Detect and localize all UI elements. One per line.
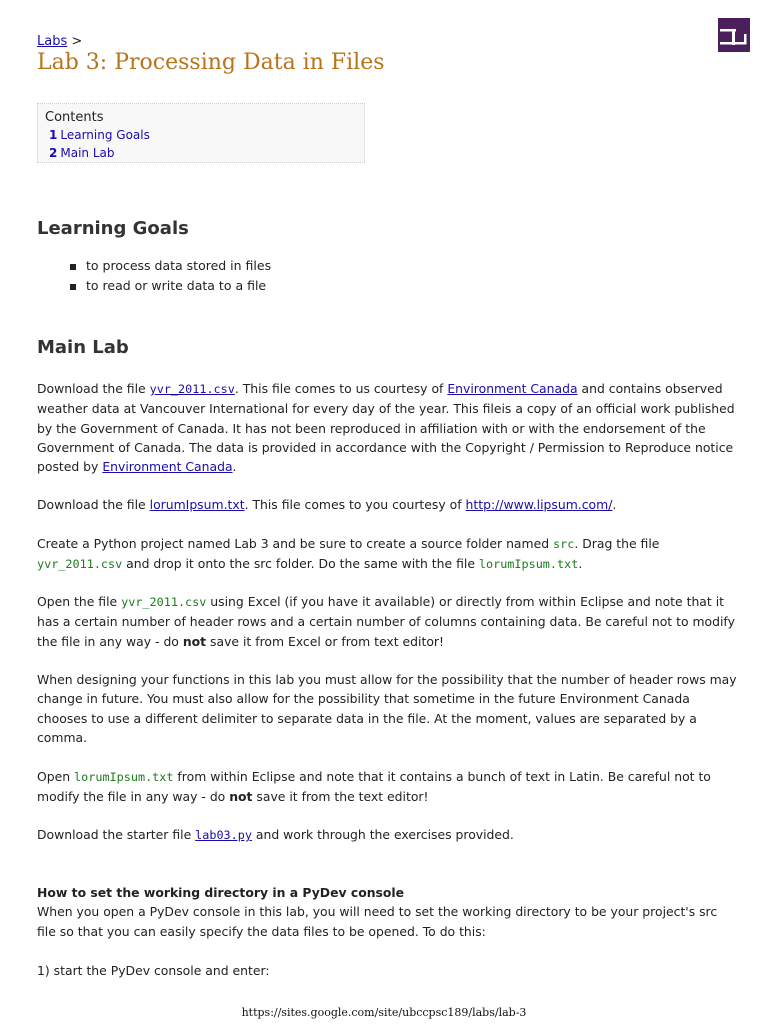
text: Download the starter file — [37, 827, 196, 842]
emphasis-not: not — [182, 633, 207, 649]
text: and contains observed weather data at Vancouver International for every day of the year. This fileis a copy of an official work published by the Government of Canada. It has not been reproduced in affiliation with or with the endorsement of the Government of Canada. The data is provided in accordance with the Copyright / Permission to Reproduce notice posted by — [37, 381, 735, 475]
paragraph-pydev — [37, 883, 737, 941]
subheading-pydev: How to set the working directory in a PyDev console — [37, 885, 405, 900]
site-logo-icon[interactable] — [718, 18, 750, 52]
text: . This file comes to you courtesy of — [244, 497, 466, 512]
text: . — [612, 497, 617, 512]
code-yvr-csv: yvr_2011.csv — [37, 557, 123, 572]
paragraph-open-lorem — [37, 767, 737, 807]
paragraph-download-lorem — [37, 495, 737, 514]
paragraph-starter-file — [37, 825, 737, 845]
code-lorum-ipsum: lorumIpsum.txt — [478, 557, 579, 572]
footer-url: https://sites.google.com/site/ubccpsc189/labs/lab-3 — [241, 1006, 527, 1019]
section-heading-learning-goals: Learning Goals — [37, 218, 189, 239]
code-lorum-ipsum: lorumIpsum.txt — [74, 770, 174, 784]
breadcrumb — [37, 34, 82, 49]
link-lipsum-site[interactable]: http://www.lipsum.com/ — [465, 497, 613, 512]
text: save it from Excel or from text editor! — [206, 633, 444, 649]
text: Download the file — [37, 381, 150, 396]
code-yvr-csv: yvr_2011.csv — [121, 595, 207, 609]
link-yvr-csv[interactable]: yvr_2011.csv — [149, 382, 235, 396]
list-item: to process data stored in files — [37, 256, 271, 276]
toc-item-learning-goals[interactable] — [45, 126, 357, 144]
link-environment-canada-2[interactable]: Environment Canada — [102, 459, 233, 475]
paragraph-create-project — [37, 534, 737, 575]
section-heading-main-lab: Main Lab — [37, 337, 129, 358]
page-title: Lab 3: Processing Data in Files — [37, 50, 385, 75]
paragraph-step-1: 1) start the PyDev console and enter: — [37, 963, 270, 978]
text: from within Eclipse and note that it contains a bunch of text in Latin. Be careful not to modify the file in any way - do — [37, 769, 711, 805]
list-item: to read or write data to a file — [37, 276, 271, 296]
text: . — [232, 459, 237, 475]
toc-heading: Contents — [45, 110, 104, 125]
toc-link-main-lab[interactable]: Main Lab — [60, 146, 115, 160]
text: Create a Python project named Lab 3 and be sure to create a source folder named — [37, 536, 554, 551]
text: and work through the exercises provided. — [251, 827, 514, 842]
toc-item-main-lab[interactable] — [45, 144, 357, 162]
text: using Excel (if you have it available) or directly from within Eclipse and note that it has a certain number of header rows and a certain number of columns containing data. Be careful not to modify the file in any way - do — [37, 594, 735, 649]
paragraph-open-csv — [37, 592, 737, 651]
table-of-contents — [37, 103, 365, 163]
text: When you open a PyDev console in this lab, you will need to set the working directory to be your project's src file so that you can easily specify the data files to be opened. To do this: — [37, 904, 718, 939]
link-lorum-ipsum[interactable]: lorumIpsum.txt — [149, 497, 245, 512]
code-src: src — [553, 537, 575, 551]
paragraph-download-csv — [37, 379, 737, 476]
link-lab03-py[interactable]: lab03.py — [195, 828, 252, 842]
text: save it from the text editor! — [252, 789, 429, 805]
text: Open — [37, 769, 75, 784]
link-environment-canada[interactable]: Environment Canada — [447, 381, 578, 396]
text: . This file comes to us courtesy of — [234, 381, 448, 396]
paragraph-designing-functions: When designing your functions in this lab you must allow for the possibility that the number of header rows may change in future. You must also allow for the possibility that sometime in the future Environment Canada chooses to use a different delimiter to separate data in the file. At the moment, values are separated by a comma. — [37, 672, 737, 745]
toc-item-number: 2 — [49, 146, 58, 160]
text: and drop it onto the src folder. Do the same with the file — [122, 556, 479, 572]
emphasis-not: not — [229, 789, 253, 805]
text: . — [578, 556, 583, 572]
breadcrumb-separator: > — [71, 34, 83, 49]
breadcrumb-link-labs[interactable]: Labs — [37, 34, 68, 49]
toc-item-number: 1 — [49, 128, 58, 142]
text: Download the file — [37, 497, 150, 512]
learning-goals-list — [37, 256, 271, 296]
toc-link-learning-goals[interactable]: Learning Goals — [60, 128, 150, 142]
text: Open the file — [37, 594, 122, 609]
text: . Drag the file — [574, 536, 660, 551]
